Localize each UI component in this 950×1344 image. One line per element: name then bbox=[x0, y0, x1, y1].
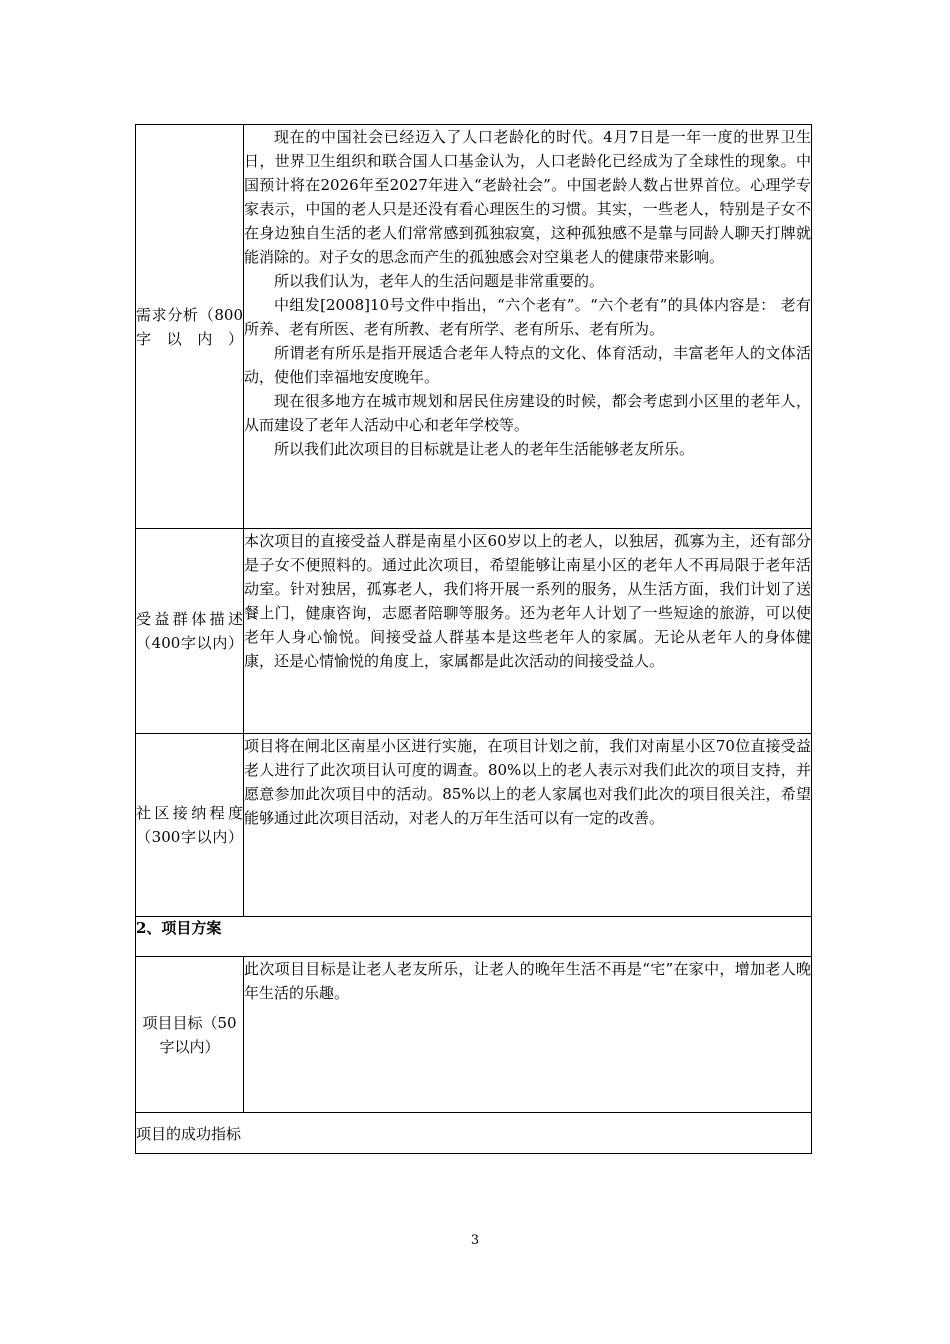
goal-text: 此次项目目标是让老人老友所乐，让老人的晚年生活不再是“宅”在家中，增加老人晚年生活的乐趣。 bbox=[244, 960, 812, 1002]
needs-analysis-row bbox=[136, 125, 812, 529]
needs-analysis-label: 需求分析（800字以内） bbox=[136, 125, 244, 529]
beneficiary-row bbox=[136, 529, 812, 734]
goal-label: 项目目标（50字以内） bbox=[136, 957, 244, 1113]
needs-paragraph: 所以我们此次项目的目标就是让老人的老年生活能够老友所乐。 bbox=[274, 440, 695, 458]
needs-paragraph: 中组发[2008]10号文件中指出，“六个老有”。“六个老有”的具体内容是： 老有所养、老有所医、老有所教、老有所学、老有所乐、老有所为。 bbox=[244, 296, 812, 338]
beneficiary-content bbox=[244, 529, 812, 734]
project-form-table bbox=[135, 124, 812, 1154]
page-number: 3 bbox=[470, 1233, 480, 1248]
success-indicator-row bbox=[136, 1113, 812, 1154]
goal-content bbox=[244, 957, 812, 1113]
beneficiary-label: 受益群体描述（400字以内） bbox=[136, 529, 244, 734]
section-2-row bbox=[136, 917, 812, 957]
community-text: 项目将在闸北区南星小区进行实施，在项目计划之前，我们对南星小区70位直接受益老人进行了此次项目认可度的调查。80%以上的老人表示对我们此次的项目支持，并愿意参加此次项目中的活动。85%以上的老人家属也对我们此次的项目很关注，希望能够通过此次项目活动，对老人的万年生活可以有一定的改善。 bbox=[244, 737, 812, 827]
needs-paragraph: 所谓老有所乐是指开展适合老年人特点的文化、体育活动，丰富老年人的文体活动，使他们幸福地安度晚年。 bbox=[244, 344, 812, 386]
needs-analysis-content bbox=[244, 125, 812, 529]
needs-paragraph: 所以我们认为，老年人的生活问题是非常重要的。 bbox=[274, 272, 605, 290]
goal-row bbox=[136, 957, 812, 1113]
community-row bbox=[136, 734, 812, 917]
community-content bbox=[244, 734, 812, 917]
beneficiary-text: 本次项目的直接受益人群是南星小区60岁以上的老人，以独居，孤寡为主，还有部分是子女不便照料的。通过此次项目，希望能够让南星小区的老年人不再局限于老年活动室。针对独居，孤寡老人，我们将开展一系列的服务，从生活方面，我们计划了送餐上门，健康咨询，志愿者陪聊等服务。还为老年人计划了一些短途的旅游，可以使老年人身心愉悦。间接受益人群基本是这些老年人的家属。无论从老年人的身体健康，还是心情愉悦的角度上，家属都是此次活动的间接受益人。 bbox=[244, 532, 812, 670]
needs-paragraph: 现在的中国社会已经迈入了人口老龄化的时代。4月7日是一年一度的世界卫生日，世界卫生组织和联合国人口基金认为，人口老龄化已经成为了全球性的现象。中国预计将在2026年至2027年进入“老龄社会”。中国老龄人数占世界首位。心理学专家表示，中国的老人只是还没有看心理医生的习惯。其实，一些老人，特别是子女不在身边独自生活的老人们常常感到孤独寂寞，这种孤独感不是靠与同龄人聊天打牌就能消除的。对子女的思念而产生的孤独感会对空巢老人的健康带来影响。 bbox=[244, 128, 812, 266]
success-indicator-label: 项目的成功指标 bbox=[136, 1113, 812, 1154]
section-2-title: 2、项目方案 bbox=[136, 917, 812, 957]
needs-paragraph: 现在很多地方在城市规划和居民住房建设的时候，都会考虑到小区里的老年人，从而建设了老年人活动中心和老年学校等。 bbox=[244, 392, 812, 434]
community-label: 社区接纳程度（300字以内） bbox=[136, 734, 244, 917]
